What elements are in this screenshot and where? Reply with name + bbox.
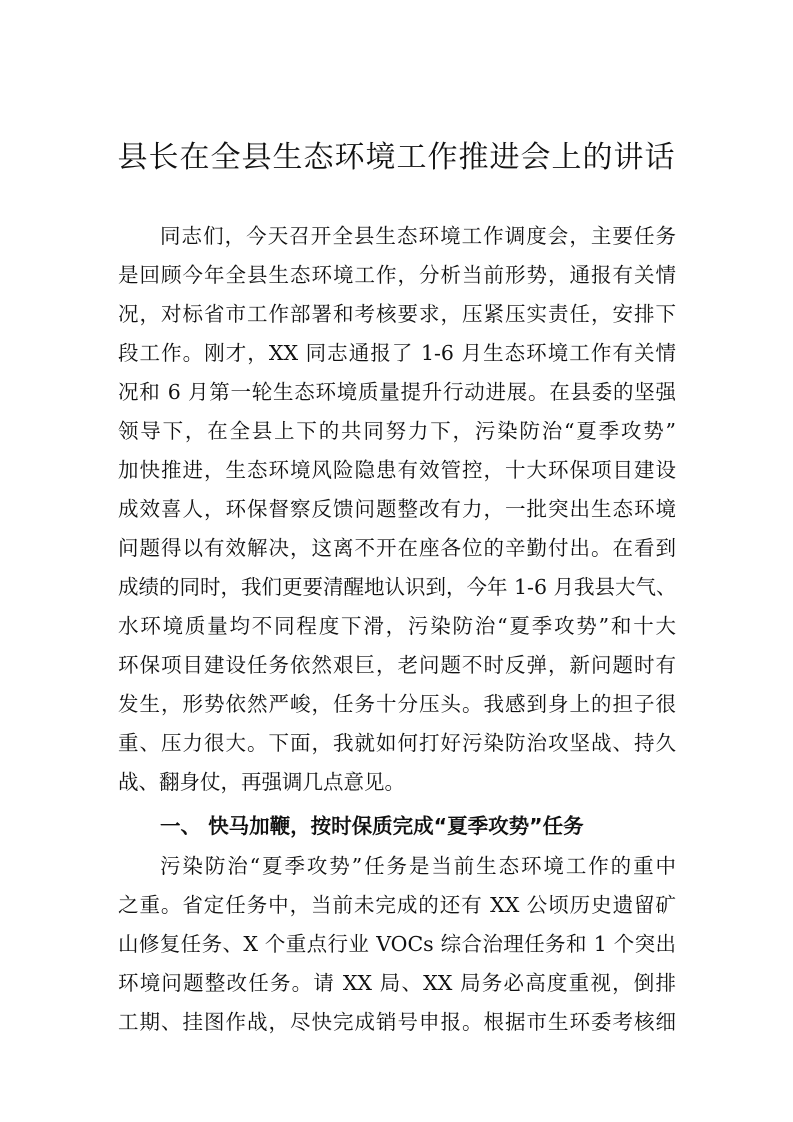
text-line: 同志们，今天召开全县生态环境工作调度会，主要任务 (160, 224, 676, 248)
section-heading: 一、 快马加鞭，按时保质完成“夏季攻势”任务 (160, 814, 584, 838)
text-line: 成绩的同时，我们更要清醒地认识到，今年 1-6 月我县大气、 (118, 575, 677, 599)
text-line: 段工作。刚才，XX 同志通报了 1-6 月生态环境工作有关情 (118, 341, 676, 365)
text-line: 环保项目建设任务依然艰巨，老问题不时反弹，新问题时有 (118, 653, 676, 677)
text-line: 环境问题整改任务。请 XX 局、XX 局务必高度重视，倒排 (118, 971, 676, 995)
text-line: 况和 6 月第一轮生态环境质量提升行动进展。在县委的坚强 (118, 380, 676, 404)
document-body (118, 217, 676, 1042)
text-line: 工期、挂图作战，尽快完成销号申报。根据市生环委考核细 (118, 1010, 676, 1034)
text-line: 山修复任务、X 个重点行业 VOCs 综合治理任务和 1 个突出 (118, 932, 676, 956)
text-line: 成效喜人，环保督察反馈问题整改有力，一批突出生态环境 (118, 497, 676, 521)
text-line: 发生，形势依然严峻，任务十分压头。我感到身上的担子很 (118, 692, 676, 716)
text-line: 况，对标省市工作部署和考核要求，压紧压实责任，安排下 (118, 302, 676, 326)
text-line: 污染防治“夏季攻势”任务是当前生态环境工作的重中 (160, 854, 676, 878)
text-line: 战、翻身仗，再强调几点意见。 (118, 770, 405, 794)
text-line: 领导下，在全县上下的共同努力下，污染防治“夏季攻势” (118, 419, 676, 443)
text-line: 水环境质量均不同程度下滑，污染防治“夏季攻势”和十大 (118, 614, 676, 638)
paragraph-section-1 (118, 847, 676, 1042)
text-line: 问题得以有效解决，这离不开在座各位的辛勤付出。在看到 (118, 536, 676, 560)
paragraph-intro (118, 217, 676, 802)
text-line: 重、压力很大。下面，我就如何打好污染防治攻坚战、持久 (118, 731, 676, 755)
document-title: 县长在全县生态环境工作推进会上的讲话 (117, 140, 676, 175)
text-line: 之重。省定任务中，当前未完成的还有 XX 公顷历史遗留矿 (118, 893, 676, 917)
text-line: 加快推进，生态环境风险隐患有效管控，十大环保项目建设 (118, 458, 676, 482)
text-line: 是回顾今年全县生态环境工作，分析当前形势，通报有关情 (118, 263, 676, 287)
